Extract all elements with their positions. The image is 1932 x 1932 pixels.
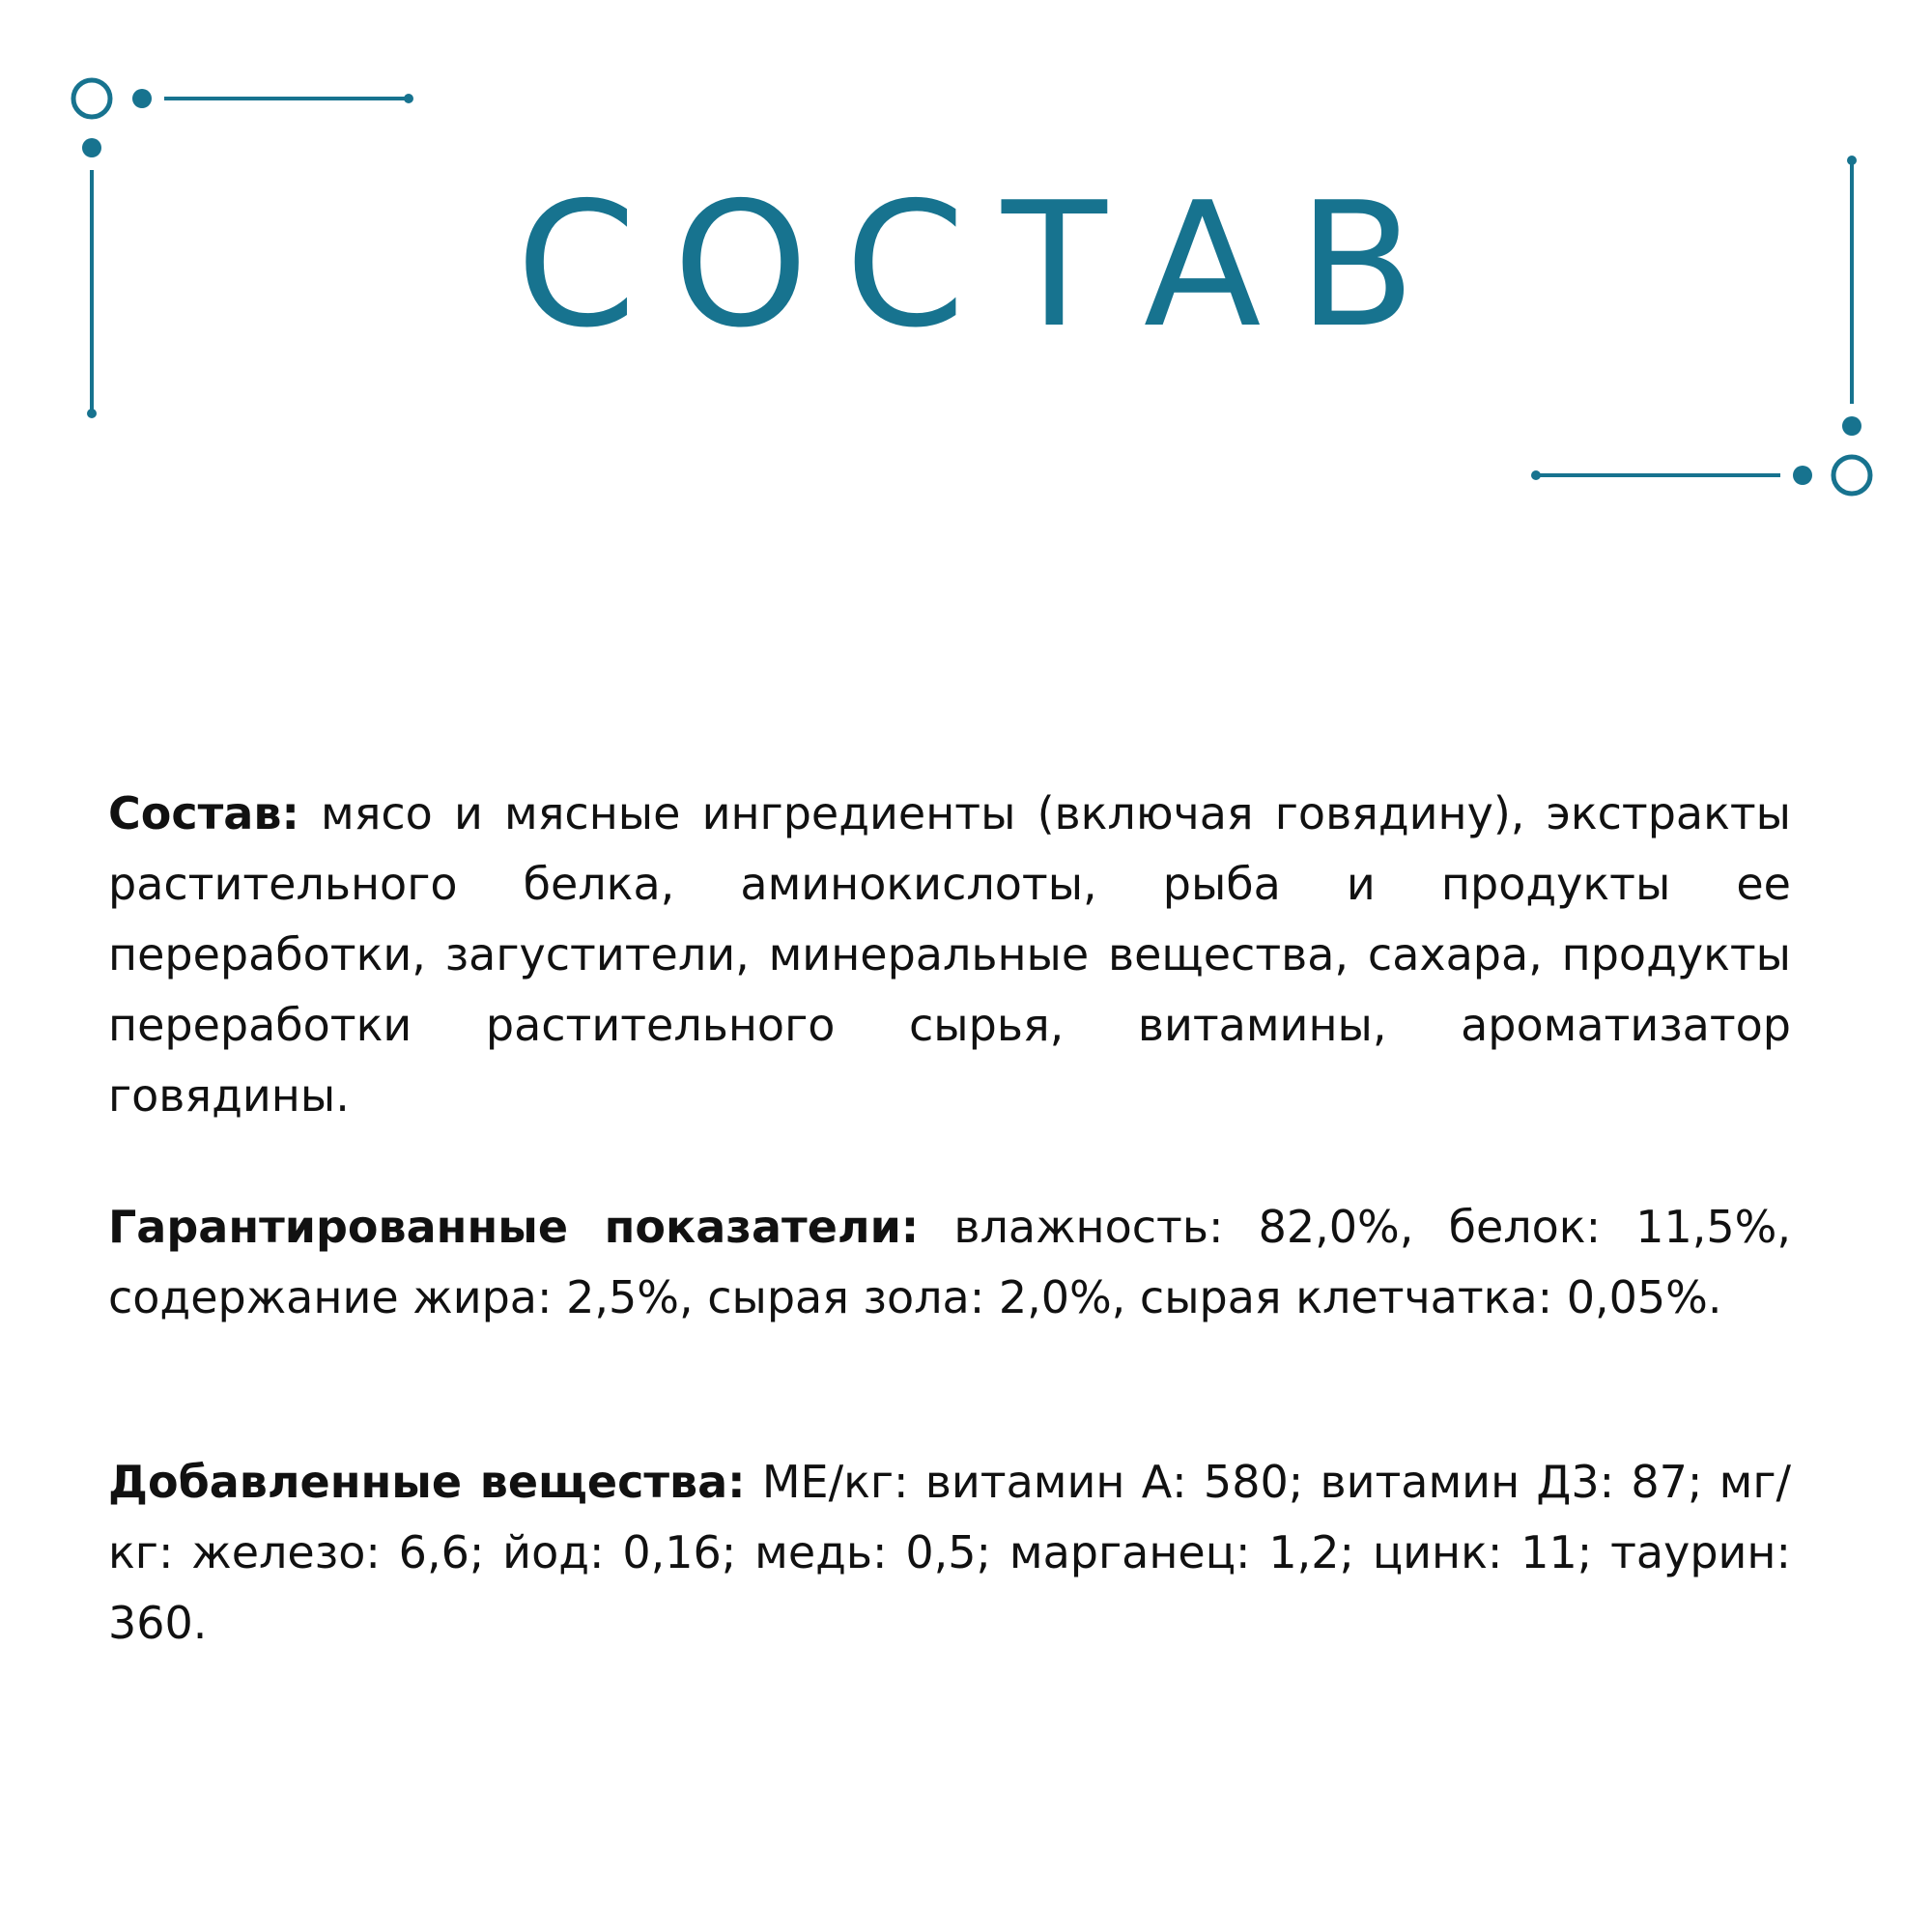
additives-text: МЕ/кг: витамин А: 580; витамин Д3: 87; мг/кг: железо: 6,6; йод: 0,16; медь: 0,5; марганец: 1,2; цинк: 11; таурин: 360. [108,1456,1792,1649]
end-dot-icon [1531,470,1541,480]
composition-paragraph [108,779,1791,1131]
dot-icon [82,138,101,157]
end-dot-icon [1847,156,1857,165]
additives-label: Добавленные вещества: [108,1456,746,1508]
guaranteed-indicators-paragraph [108,1192,1791,1333]
ring-dot-icon [1833,457,1870,494]
end-dot-icon [87,409,97,418]
dot-icon [132,89,152,108]
guaranteed-indicators-label: Гарантированные показатели: [108,1201,920,1253]
dot-icon [1842,416,1861,436]
end-dot-icon [404,94,413,103]
page-title: СОСТАВ [516,165,1453,365]
ring-dot-icon [73,80,110,117]
composition-text: мясо и мясные ингредиенты (включая говядину), экстракты растительного белка, аминокислоты, рыба и продукты ее переработки, загустители, минеральные вещества, сахара, продукты переработки растительного сырья, витамины, ароматизатор говядины. [108,787,1791,1122]
guaranteed-indicators-text: влажность: 82,0%, белок: 11,5%, содержание жира: 2,5%, сырая зола: 2,0%, сырая клетчатка: 0,05%. [108,1201,1792,1323]
dot-icon [1793,466,1812,485]
additives-paragraph [108,1447,1791,1659]
composition-label: Состав: [108,787,299,839]
